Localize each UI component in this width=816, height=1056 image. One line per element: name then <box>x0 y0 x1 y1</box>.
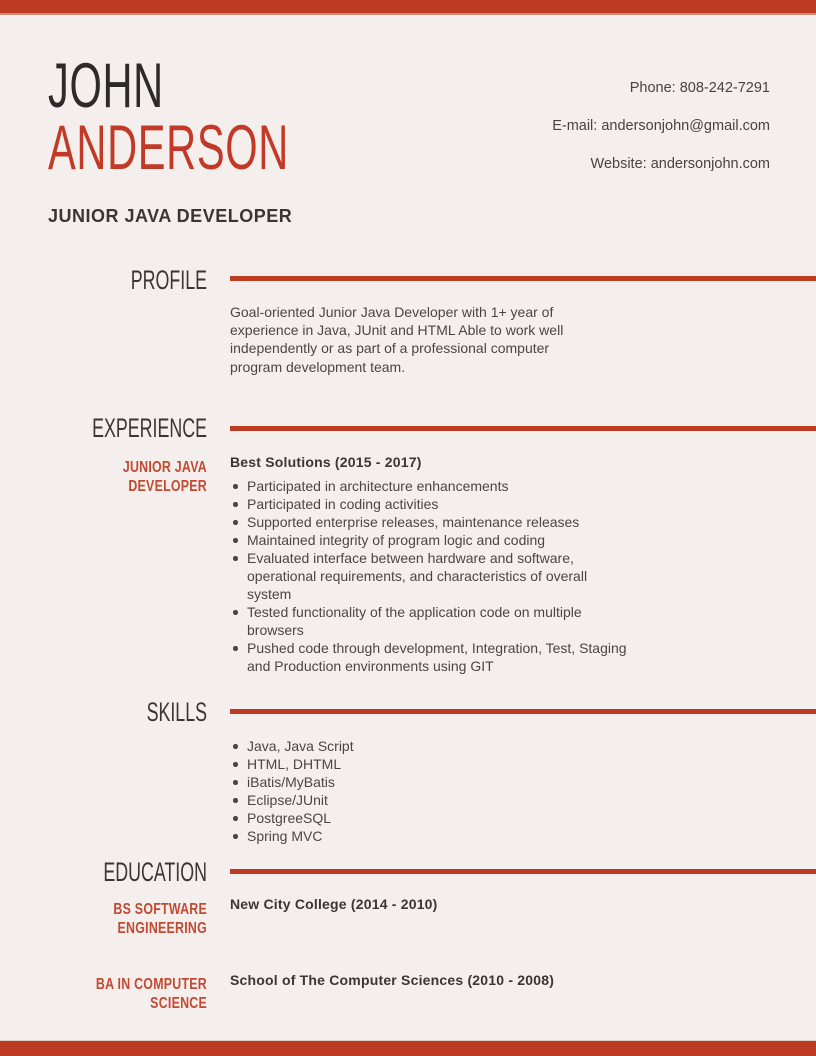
experience-company: Best Solutions (2015 - 2017) <box>230 454 422 470</box>
education-heading: EDUCATION <box>103 857 207 887</box>
candidate-name <box>48 51 289 183</box>
profile-rule <box>230 276 816 281</box>
profile-summary: Goal-oriented Junior Java Developer with 1+ year of experience in Java, JUnit and HTML Able to work well independently or as part of a professional computer program development team. <box>230 304 564 375</box>
skills-heading: SKILLS <box>146 697 207 727</box>
education-rule <box>230 869 816 874</box>
contact-info <box>552 80 770 172</box>
skill-item: HTML, DHTML <box>230 755 634 773</box>
bullet-item: Participated in architecture enhancements <box>230 477 634 495</box>
phone-line: Phone: 808-242-7291 <box>629 80 770 96</box>
last-name: ANDERSON <box>48 113 289 183</box>
experience-heading: EXPERIENCE <box>92 413 207 443</box>
bullet-item: Participated in coding activities <box>230 495 634 513</box>
education-degree-2 <box>41 975 207 1013</box>
education-school-2: School of The Computer Sciences (2010 - 2008) <box>230 972 555 988</box>
bottom-accent-bar <box>0 1040 816 1056</box>
top-accent-bar <box>0 0 816 15</box>
experience-bullet-list <box>230 477 634 675</box>
website-line: Website: andersonjohn.com <box>590 156 770 172</box>
email-line: E-mail: andersonjohn@gmail.com <box>552 118 770 134</box>
education-school-1: New City College (2014 - 2010) <box>230 896 438 912</box>
degree-line: ENGINEERING <box>117 920 207 937</box>
skill-item: iBatis/MyBatis <box>230 773 634 791</box>
experience-rule <box>230 426 816 431</box>
bullet-item: Maintained integrity of program logic and coding <box>230 531 634 549</box>
skill-item: Eclipse/JUnit <box>230 791 634 809</box>
job-title: JUNIOR JAVA DEVELOPER <box>48 206 293 226</box>
first-name: JOHN <box>48 51 164 121</box>
degree-line: BS SOFTWARE <box>113 901 207 918</box>
skill-item: PostgreeSQL <box>230 809 634 827</box>
bullet-item: Evaluated interface between hardware and software, operational requirements, and characteristics of overall system <box>230 549 634 603</box>
skills-list <box>230 737 634 845</box>
profile-heading: PROFILE <box>130 265 207 295</box>
role-line: DEVELOPER <box>128 478 207 495</box>
education-degree-1 <box>41 900 207 938</box>
degree-line: BA IN COMPUTER <box>95 976 207 993</box>
experience-role <box>41 458 207 496</box>
skill-item: Spring MVC <box>230 827 634 845</box>
skill-item: Java, Java Script <box>230 737 634 755</box>
bullet-item: Tested functionality of the application code on multiple browsers <box>230 603 634 639</box>
degree-line: SCIENCE <box>150 995 207 1012</box>
skills-rule <box>230 709 816 714</box>
role-line: JUNIOR JAVA <box>122 459 207 476</box>
bullet-item: Pushed code through development, Integration, Test, Staging and Production environments using GIT <box>230 639 634 675</box>
bullet-item: Supported enterprise releases, maintenance releases <box>230 513 634 531</box>
